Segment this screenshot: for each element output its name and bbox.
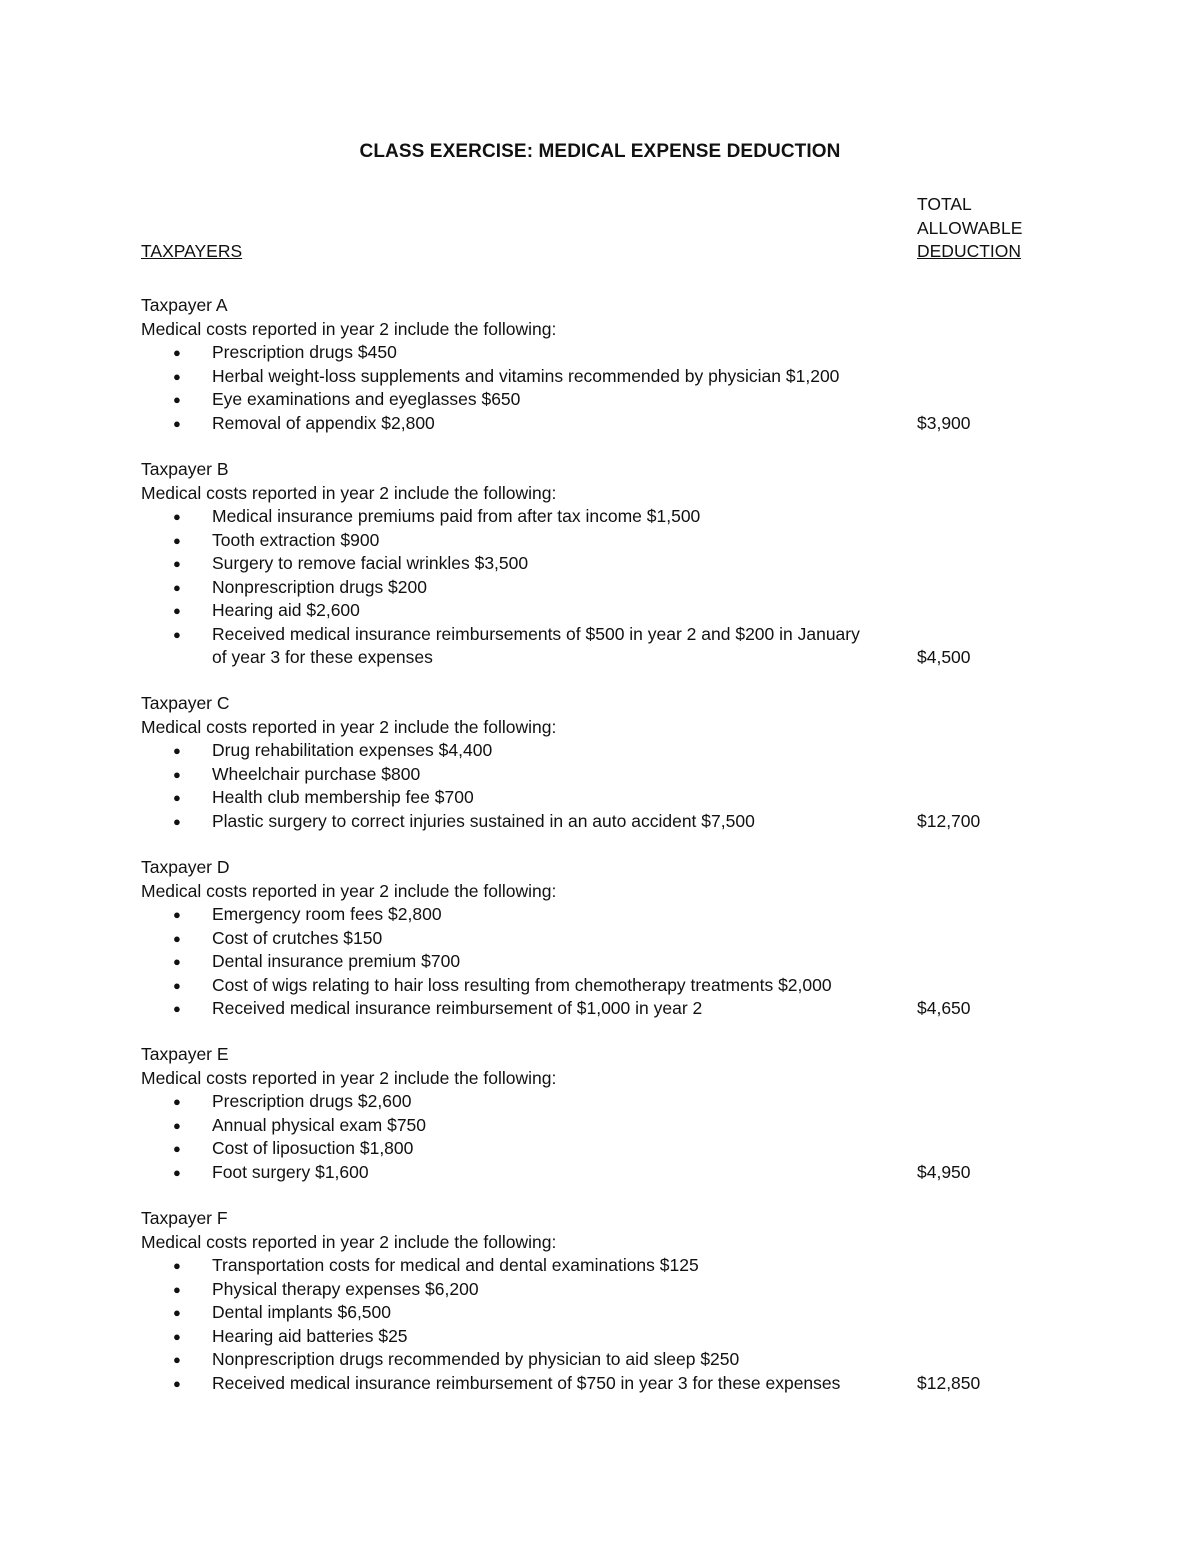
bullet-icon: ● [173, 579, 181, 595]
header-line-deduction: DEDUCTION [917, 241, 1022, 261]
expense-item-text: Tooth extraction $900 [212, 529, 380, 550]
bullet-icon: ● [173, 532, 181, 548]
expense-item-text: Emergency room fees $2,800 [212, 904, 442, 924]
taxpayer-intro: Medical costs reported in year 2 include the following: [141, 318, 557, 339]
expense-item [141, 903, 877, 927]
taxpayer-section-a [141, 294, 1041, 435]
bullet-icon: ● [173, 1375, 181, 1391]
taxpayer-intro: Medical costs reported in year 2 include the following: [141, 1231, 557, 1252]
total-deduction-value: $4,950 [917, 1161, 971, 1182]
total-deduction-value: $12,850 [917, 1372, 981, 1393]
taxpayer-name: Taxpayer A [141, 295, 228, 315]
total-deduction-value: $4,500 [917, 647, 971, 667]
expense-item-text: Prescription drugs $2,600 [212, 1091, 412, 1111]
bullet-icon: ● [173, 509, 181, 524]
bullet-icon: ● [173, 415, 181, 431]
taxpayer-section-f [141, 1207, 1041, 1395]
expense-item-text: Dental implants $6,500 [212, 1302, 391, 1322]
expense-item [141, 997, 877, 1021]
expense-list [141, 739, 1041, 833]
bullet-icon: ● [173, 1258, 181, 1273]
expense-item [141, 1301, 877, 1325]
expense-item [141, 529, 877, 553]
expense-item [141, 927, 877, 951]
expense-item [141, 412, 877, 436]
taxpayer-name: Taxpayer B [141, 459, 229, 479]
expense-list [141, 1254, 1041, 1395]
expense-item [141, 388, 877, 412]
expense-item-text: Transportation costs for medical and dental examinations $125 [212, 1255, 699, 1275]
bullet-icon: ● [173, 977, 181, 993]
bullet-icon: ● [173, 1164, 181, 1180]
expense-list [141, 1090, 1041, 1184]
expense-item-text: Hearing aid batteries $25 [212, 1325, 408, 1346]
expense-item-text: Prescription drugs $450 [212, 342, 397, 362]
taxpayer-section-e [141, 1043, 1041, 1184]
bullet-icon: ● [173, 345, 181, 360]
expense-item-text: Wheelchair purchase $800 [212, 763, 421, 784]
expense-item [141, 786, 877, 810]
expense-item-text: Drug rehabilitation expenses $4,400 [212, 740, 493, 760]
taxpayer-intro: Medical costs reported in year 2 include the following: [141, 1067, 557, 1088]
expense-item [141, 1254, 877, 1278]
total-deduction-value: $12,700 [917, 810, 981, 831]
bullet-icon: ● [173, 392, 181, 407]
bullet-icon: ● [173, 1305, 181, 1320]
expense-item [141, 974, 877, 998]
expense-item [141, 505, 877, 529]
expense-item [141, 1090, 877, 1114]
bullet-icon: ● [173, 1117, 181, 1133]
expense-item-text: Cost of liposuction $1,800 [212, 1138, 414, 1158]
expense-list [141, 341, 1041, 435]
bullet-icon: ● [173, 556, 181, 571]
total-deduction-value: $3,900 [917, 412, 971, 433]
expense-item-text: Removal of appendix $2,800 [212, 412, 435, 433]
bullet-icon: ● [173, 1281, 181, 1297]
bullet-icon: ● [173, 790, 181, 805]
expense-item [141, 950, 877, 974]
expense-item [141, 341, 877, 365]
taxpayer-name: Taxpayer F [141, 1208, 228, 1228]
total-deduction-value: $4,650 [917, 998, 971, 1018]
bullet-icon: ● [173, 368, 181, 384]
bullet-icon: ● [173, 743, 181, 758]
bullet-icon: ● [173, 1001, 181, 1016]
header-line-total: TOTAL [917, 194, 972, 214]
expense-item-text: Dental insurance premium $700 [212, 951, 461, 971]
taxpayer-section-c [141, 692, 1041, 833]
bullet-icon: ● [173, 907, 181, 922]
expense-item [141, 810, 877, 834]
bullet-icon: ● [173, 1328, 181, 1344]
expense-item-text: Plastic surgery to correct injuries sustained in an auto accident $7,500 [212, 810, 755, 831]
taxpayer-name: Taxpayer E [141, 1044, 229, 1064]
expense-item [141, 1325, 877, 1349]
expense-item-text: Herbal weight-loss supplements and vitamins recommended by physician $1,200 [212, 365, 840, 386]
document-title: CLASS EXERCISE: MEDICAL EXPENSE DEDUCTION [359, 141, 841, 162]
taxpayer-name: Taxpayer C [141, 693, 230, 713]
expense-item [141, 763, 877, 787]
taxpayer-section-d [141, 856, 1041, 1021]
expense-item [141, 1348, 877, 1372]
bullet-icon: ● [173, 603, 181, 618]
expense-item-text: Nonprescription drugs $200 [212, 576, 427, 597]
expense-item [141, 1372, 877, 1396]
taxpayer-intro: Medical costs reported in year 2 include the following: [141, 880, 557, 901]
expense-item-text: Cost of wigs relating to hair loss resulting from chemotherapy treatments $2,000 [212, 974, 832, 995]
expense-item-text: Surgery to remove facial wrinkles $3,500 [212, 553, 529, 573]
expense-item-text: Received medical insurance reimbursements of $500 in year 2 and $200 in January of year 3 for these expenses [212, 623, 860, 667]
expense-item [141, 1161, 877, 1185]
taxpayers-column-header: TAXPAYERS [141, 241, 243, 261]
expense-item-text: Annual physical exam $750 [212, 1114, 427, 1135]
expense-item-text: Hearing aid $2,600 [212, 600, 360, 620]
bullet-icon: ● [173, 1141, 181, 1156]
bullet-icon: ● [173, 1094, 181, 1109]
bullet-icon: ● [173, 626, 181, 642]
expense-list [141, 505, 1041, 670]
taxpayer-section-b [141, 458, 1041, 670]
expense-item-text: Foot surgery $1,600 [212, 1161, 369, 1182]
bullet-icon: ● [173, 930, 181, 946]
total-deduction-column-header [917, 193, 1022, 264]
expense-item-text: Received medical insurance reimbursement of $1,000 in year 2 [212, 998, 703, 1018]
expense-item-text: Health club membership fee $700 [212, 787, 474, 807]
expense-item [141, 1137, 877, 1161]
bullet-icon: ● [173, 766, 181, 782]
expense-item [141, 1114, 877, 1138]
header-line-allowable: ALLOWABLE [917, 217, 1023, 238]
bullet-icon: ● [173, 813, 181, 829]
taxpayer-name: Taxpayer D [141, 857, 230, 877]
expense-item-text: Medical insurance premiums paid from after tax income $1,500 [212, 506, 701, 526]
expense-item-text: Cost of crutches $150 [212, 927, 383, 948]
bullet-icon: ● [173, 1352, 181, 1367]
expense-item-text: Nonprescription drugs recommended by physician to aid sleep $250 [212, 1349, 740, 1369]
expense-item [141, 365, 877, 389]
expense-item [141, 576, 877, 600]
expense-item [141, 552, 877, 576]
expense-item-text: Received medical insurance reimbursement of $750 in year 3 for these expenses [212, 1372, 841, 1393]
expense-item [141, 739, 877, 763]
taxpayer-intro: Medical costs reported in year 2 include the following: [141, 716, 557, 737]
expense-item [141, 1278, 877, 1302]
expense-list [141, 903, 1041, 1021]
bullet-icon: ● [173, 954, 181, 969]
expense-item-text: Eye examinations and eyeglasses $650 [212, 389, 521, 409]
expense-item [141, 623, 877, 670]
expense-item-text: Physical therapy expenses $6,200 [212, 1278, 479, 1299]
taxpayer-intro: Medical costs reported in year 2 include the following: [141, 482, 557, 503]
expense-item [141, 599, 877, 623]
